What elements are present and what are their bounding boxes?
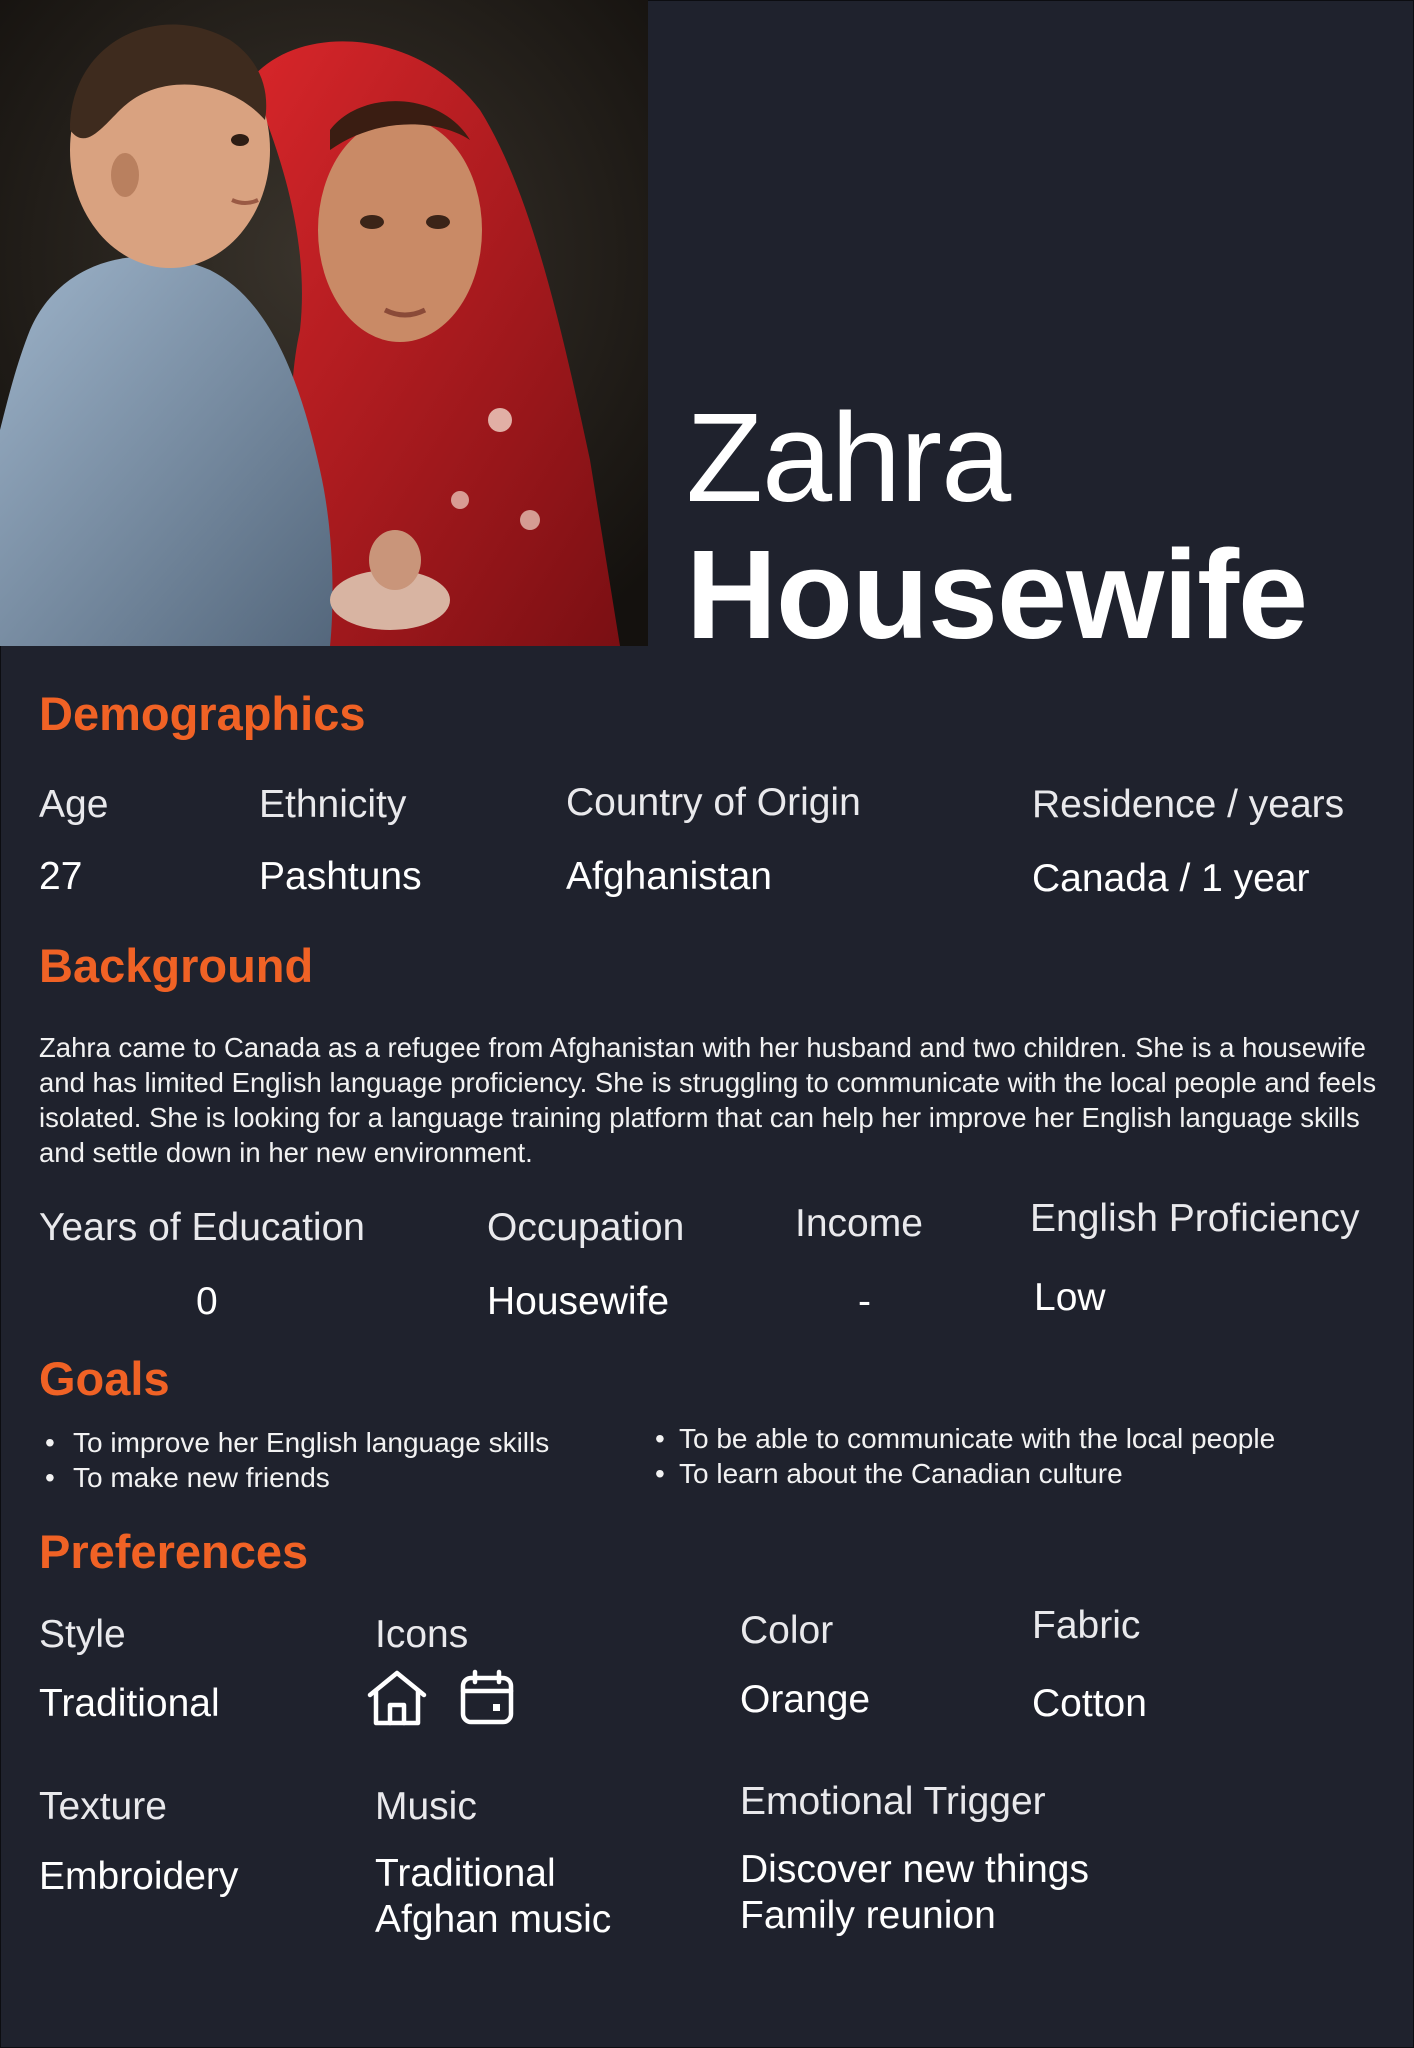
goals-list-left — [39, 1425, 639, 1495]
preferences-heading: Preferences — [39, 1525, 309, 1578]
background-heading: Background — [39, 939, 314, 992]
ethnicity-label: Ethnicity — [259, 783, 407, 826]
fabric-value: Cotton — [1032, 1682, 1147, 1725]
persona-name: Zahra — [686, 387, 1011, 528]
age-label: Age — [39, 783, 109, 826]
goal-item: • To be able to communicate with the local people — [655, 1421, 1355, 1456]
texture-value: Embroidery — [39, 1855, 239, 1898]
emotional-trigger-line: Discover new things — [740, 1848, 1089, 1891]
income-value: - — [858, 1280, 871, 1323]
english-proficiency-value: Low — [1034, 1276, 1106, 1319]
demographics-heading: Demographics — [39, 687, 366, 740]
emotional-trigger-label: Emotional Trigger — [740, 1780, 1046, 1823]
music-value — [375, 1851, 611, 1943]
education-label: Years of Education — [39, 1206, 365, 1249]
education-value: 0 — [196, 1280, 218, 1323]
country-value: Afghanistan — [566, 855, 772, 898]
residence-value: Canada / 1 year — [1032, 857, 1310, 900]
goals-list-right — [655, 1421, 1355, 1491]
music-value-line: Traditional — [375, 1852, 556, 1895]
income-label: Income — [795, 1202, 923, 1245]
style-label: Style — [39, 1613, 126, 1656]
texture-label: Texture — [39, 1785, 167, 1828]
fabric-label: Fabric — [1032, 1604, 1141, 1647]
emotional-trigger-line: Family reunion — [740, 1894, 996, 1937]
calendar-icon — [459, 1669, 515, 1730]
goal-item: • To learn about the Canadian culture — [655, 1456, 1355, 1491]
country-label: Country of Origin — [566, 781, 861, 824]
icons-label: Icons — [375, 1613, 469, 1656]
music-label: Music — [375, 1785, 477, 1828]
ethnicity-value: Pashtuns — [259, 855, 422, 898]
english-proficiency-label: English Proficiency — [1030, 1197, 1360, 1240]
persona-role: Housewife — [686, 524, 1308, 665]
emotional-trigger-value — [740, 1847, 1089, 1939]
color-label: Color — [740, 1609, 834, 1652]
age-value: 27 — [39, 855, 83, 898]
residence-label: Residence / years — [1032, 783, 1345, 826]
goal-item: • To make new friends — [39, 1460, 639, 1495]
home-icon — [366, 1669, 428, 1732]
style-value: Traditional — [39, 1682, 220, 1725]
occupation-label: Occupation — [487, 1206, 685, 1249]
color-value: Orange — [740, 1678, 871, 1721]
goals-heading: Goals — [39, 1352, 170, 1405]
goal-item: • To improve her English language skills — [39, 1425, 639, 1460]
background-text: Zahra came to Canada as a refugee from Afghanistan with her husband and two children. She is a housewife and has limited English language proficiency. She is struggling to communicate with the local people and feels isolated. She is looking for a language training platform that can help her improve her English language skills and settle down in her new environment. — [39, 1032, 1377, 1168]
persona-photo — [0, 0, 648, 646]
music-value-line: Afghan music — [375, 1898, 612, 1941]
occupation-value: Housewife — [487, 1280, 670, 1323]
